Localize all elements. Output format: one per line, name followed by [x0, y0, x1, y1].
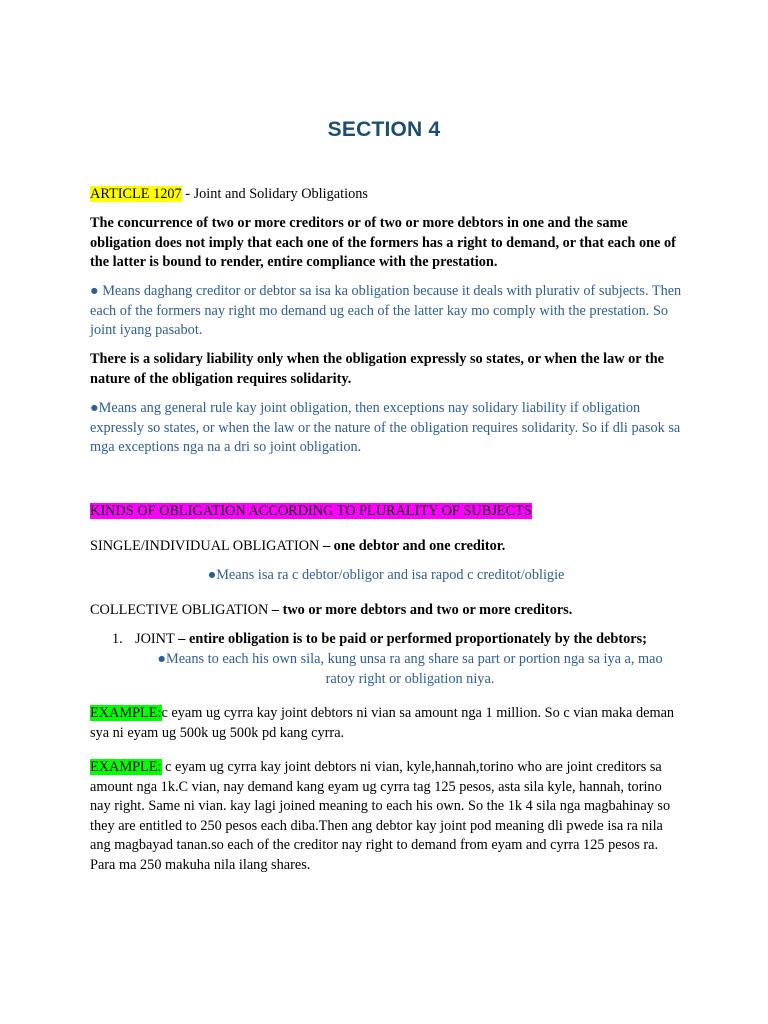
article-paragraph-2: There is a solidary liability only when the obligation expressly so states, or when the law or the nature of the obligation requires solidarity.: [90, 351, 665, 387]
kinds-heading: [90, 502, 682, 522]
collective-obligation: [90, 601, 682, 621]
joint-list-number: 1.: [112, 631, 123, 647]
joint-term: JOINT: [135, 631, 175, 647]
collective-obligation-term: COLLECTIVE OBLIGATION: [90, 602, 269, 618]
joint-note-line-2: ratoy right or obligation niya.: [325, 670, 495, 687]
article-separator: -: [181, 186, 194, 202]
single-obligation-term: SINGLE/INDIVIDUAL OBLIGATION: [90, 538, 320, 554]
joint-list-item: [112, 630, 692, 650]
article-name: Joint and Solidary Obligations: [193, 186, 368, 202]
single-obligation: [90, 537, 682, 557]
kinds-heading-text: KINDS OF OBLIGATION ACCORDING TO PLURALITY OF SUBJECTS: [90, 503, 532, 519]
joint-note-line-1: ●Means to each his own sila, kung unsa ra ang share sa part or portion nga sa iya a, mao: [157, 651, 663, 667]
article-note-1: ● Means daghang creditor or debtor sa isa ka obligation because it deals with plurativ of subjects. Then each of the formers nay right mo demand ug each of the latter kay mo comply with the prestation. So joint iyang pasabot.: [90, 283, 682, 338]
article-heading: [90, 185, 682, 205]
example-2-text: c eyam ug cyrra kay joint debtors ni vian, kyle,hannah,torino who are joint creditors sa amount nga 1k.C vian, nay demand kang eyam ug cyrra tag 125 pesos, asta sila kyle, hannah, torino nay right. Same ni vian. kay lagi joined meaning to each his own. So the 1k 4 sila nga magbahinay so they are entitled to 250 pesos each diba.Then ang debtor kay joint pod meaning dli pwede isa ra nila ang magbayad tanan.so each of the creditor nay right to demand from eyam and cyrra 125 pesos ra. Para ma 250 makuha nila ilang shares.: [90, 759, 671, 873]
joint-note: [135, 650, 685, 689]
section-title: SECTION 4: [327, 118, 441, 141]
example-2-label: EXAMPLE:: [90, 759, 162, 775]
article-label: ARTICLE 1207: [90, 186, 182, 202]
single-obligation-note: ●Means isa ra c debtor/obligor and isa rapod c creditot/obligie: [207, 567, 565, 583]
example-2: [90, 758, 682, 875]
single-obligation-def: – one debtor and one creditor.: [319, 538, 506, 554]
example-1-text: c eyam ug cyrra kay joint debtors ni vian sa amount nga 1 million. So c vian maka deman sya ni eyam ug 500k ug 500k pd kang cyrra.: [90, 705, 675, 741]
collective-obligation-def: – two or more debtors and two or more creditors.: [268, 602, 573, 618]
example-1: [90, 704, 682, 743]
article-paragraph-1: The concurrence of two or more creditors or of two or more debtors in one and the same obligation does not imply that each one of the formers has a right to demand, or that each one of the latter is bound to render, entire compliance with the prestation.: [90, 215, 676, 270]
joint-def: – entire obligation is to be paid or performed proportionately by the debtors;: [174, 631, 647, 647]
example-1-label: EXAMPLE:: [90, 705, 162, 721]
article-note-2: ●Means ang general rule kay joint obligation, then exceptions nay solidary liability if obligation expressly so states, or when the law or the nature of the obligation requires solidarity. So if dli pasok sa mga exceptions nga na a dri so joint obligation.: [90, 400, 681, 455]
